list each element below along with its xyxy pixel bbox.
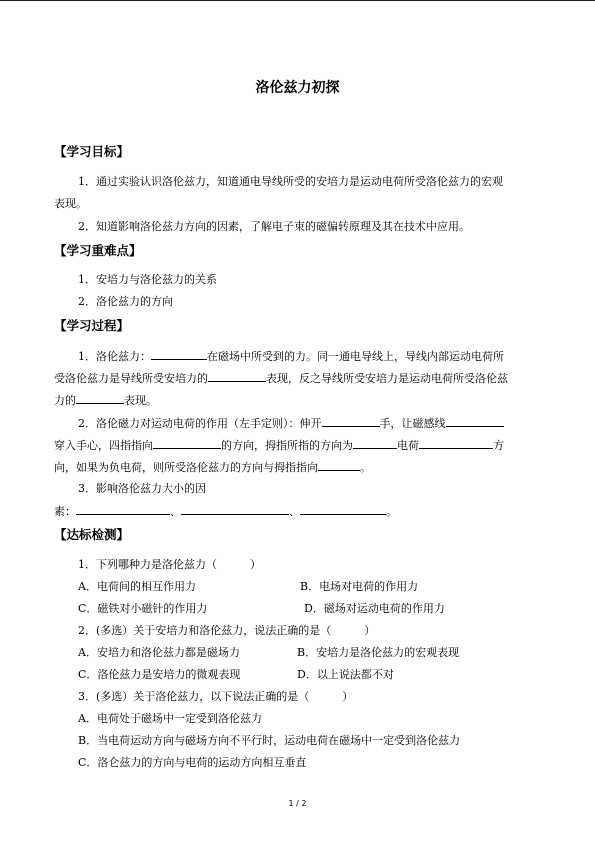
test-q2-option-b: B．安培力是洛伦兹力的宏观表现: [297, 646, 460, 659]
fill-blank[interactable]: [181, 503, 289, 515]
fill-blank[interactable]: [76, 503, 170, 515]
page-title: 洛伦兹力初探: [255, 80, 340, 96]
process-q1-text-d: 表现，反之导线所受安培力是运动电荷所受洛伦兹: [266, 372, 508, 385]
heading-test: 【达标检测】: [54, 527, 130, 542]
test-q3: 3．(多选）关于洛伦兹力，以下说法正确的是（ ）: [78, 690, 354, 703]
process-q1-text-f: 表现。: [124, 394, 157, 407]
process-q1-line-1: [78, 348, 504, 364]
test-q2-option-d: D．以上说法都不对: [297, 668, 394, 681]
process-q2-line-3: [54, 459, 371, 475]
process-q3-separator: 、: [170, 505, 181, 518]
test-q1-option-d: D．磁场对运动电荷的作用力: [304, 602, 445, 615]
process-q2-text-c: 穿入手心，四指指向: [54, 439, 153, 452]
fill-blank[interactable]: [153, 437, 221, 449]
key-point-2: 2．洛伦兹力的方向: [78, 295, 173, 308]
process-q1-line-2: [54, 370, 508, 386]
test-q3-option-a: A．电荷处于磁场中一定受到洛伦兹力: [78, 712, 262, 725]
fill-blank[interactable]: [322, 415, 380, 427]
key-point-1: 1．安培力与洛伦兹力的关系: [78, 273, 217, 286]
goal-item-2: 2．知道影响洛伦兹力方向的因素，了解电子束的磁偏转原理及其在技术中应用。: [78, 220, 470, 233]
test-q2-option-a: A．安培力和洛伦兹力都是磁场力: [78, 646, 240, 659]
process-q3-text-a: 素：: [54, 505, 76, 518]
process-q2-text-a: 2．洛伦磁力对运动电荷的作用（左手定则）：伸开: [78, 417, 322, 430]
fill-blank[interactable]: [446, 415, 504, 427]
fill-blank[interactable]: [208, 370, 266, 382]
test-q1: 1．下列哪种力是洛伦兹力（ ）: [78, 558, 261, 571]
heading-learning-goals: 【学习目标】: [54, 144, 130, 159]
fill-blank[interactable]: [353, 437, 397, 449]
test-q1-option-a: A．电荷间的相互作用力: [78, 580, 196, 593]
process-q3-separator: 、: [289, 505, 300, 518]
process-q1-text-a: 1．洛伦兹力：: [78, 350, 151, 363]
process-q1-text-b: 在磁场中所受到的力。同一通电导线上，导线内部运动电荷所: [207, 350, 504, 363]
heading-key-points: 【学习重难点】: [54, 243, 142, 258]
process-q1-text-e: 力的: [54, 394, 76, 407]
test-q3-option-b: B．当电荷运动方向与磁场方向不平行时，运动电荷在磁场中一定受到洛伦兹力: [78, 734, 461, 747]
process-q1-text-c: 受洛伦兹力是导线所受安培力的: [54, 372, 208, 385]
process-q2-text-b: 手，让磁感线: [379, 417, 446, 430]
process-q1-line-3: [54, 392, 157, 408]
process-q2-text-h: 。: [360, 461, 371, 474]
goal-item-1-line-2: 表现。: [54, 197, 87, 210]
goal-item-1-line-1: 1．通过实验认识洛伦兹力，知道通电导线所受的安培力是运动电荷所受洛伦兹力的宏观: [78, 175, 503, 188]
process-q3-line-1: 3．影响洛伦兹力大小的因: [78, 482, 206, 495]
process-q2-text-f: 方: [493, 439, 504, 452]
process-q2-text-d: 的方向，拇指所指的方向为: [221, 439, 353, 452]
process-q3-line-2: [54, 503, 397, 519]
test-q1-option-c: C．磁铁对小磁针的作用力: [78, 602, 208, 615]
test-q2: 2．(多选）关于安培力和洛伦兹力，说法正确的是（ ）: [78, 624, 376, 637]
fill-blank[interactable]: [318, 459, 360, 471]
fill-blank[interactable]: [151, 348, 207, 360]
fill-blank[interactable]: [76, 392, 124, 404]
test-q1-option-b: B．电场对电荷的作用力: [300, 580, 419, 593]
test-q3-option-c: C．洛仑兹力的方向与电荷的运动方向相互垂直: [78, 756, 307, 769]
process-q2-line-1: [78, 415, 504, 431]
process-q2-text-g: 向，如果为负电荷，则所受洛伦兹力的方向与拇指指向: [54, 461, 318, 474]
fill-blank[interactable]: [300, 503, 386, 515]
heading-learning-process: 【学习过程】: [54, 318, 130, 333]
process-q2-line-2: [54, 437, 504, 453]
test-q2-option-c: C．洛伦兹力是安培力的微观表现: [78, 668, 241, 681]
process-q3-end: 。: [386, 505, 397, 518]
fill-blank[interactable]: [419, 437, 493, 449]
page-top-border: [0, 0, 595, 1]
process-q2-text-e: 电荷: [397, 439, 419, 452]
page-number: 1 / 2: [288, 799, 307, 808]
